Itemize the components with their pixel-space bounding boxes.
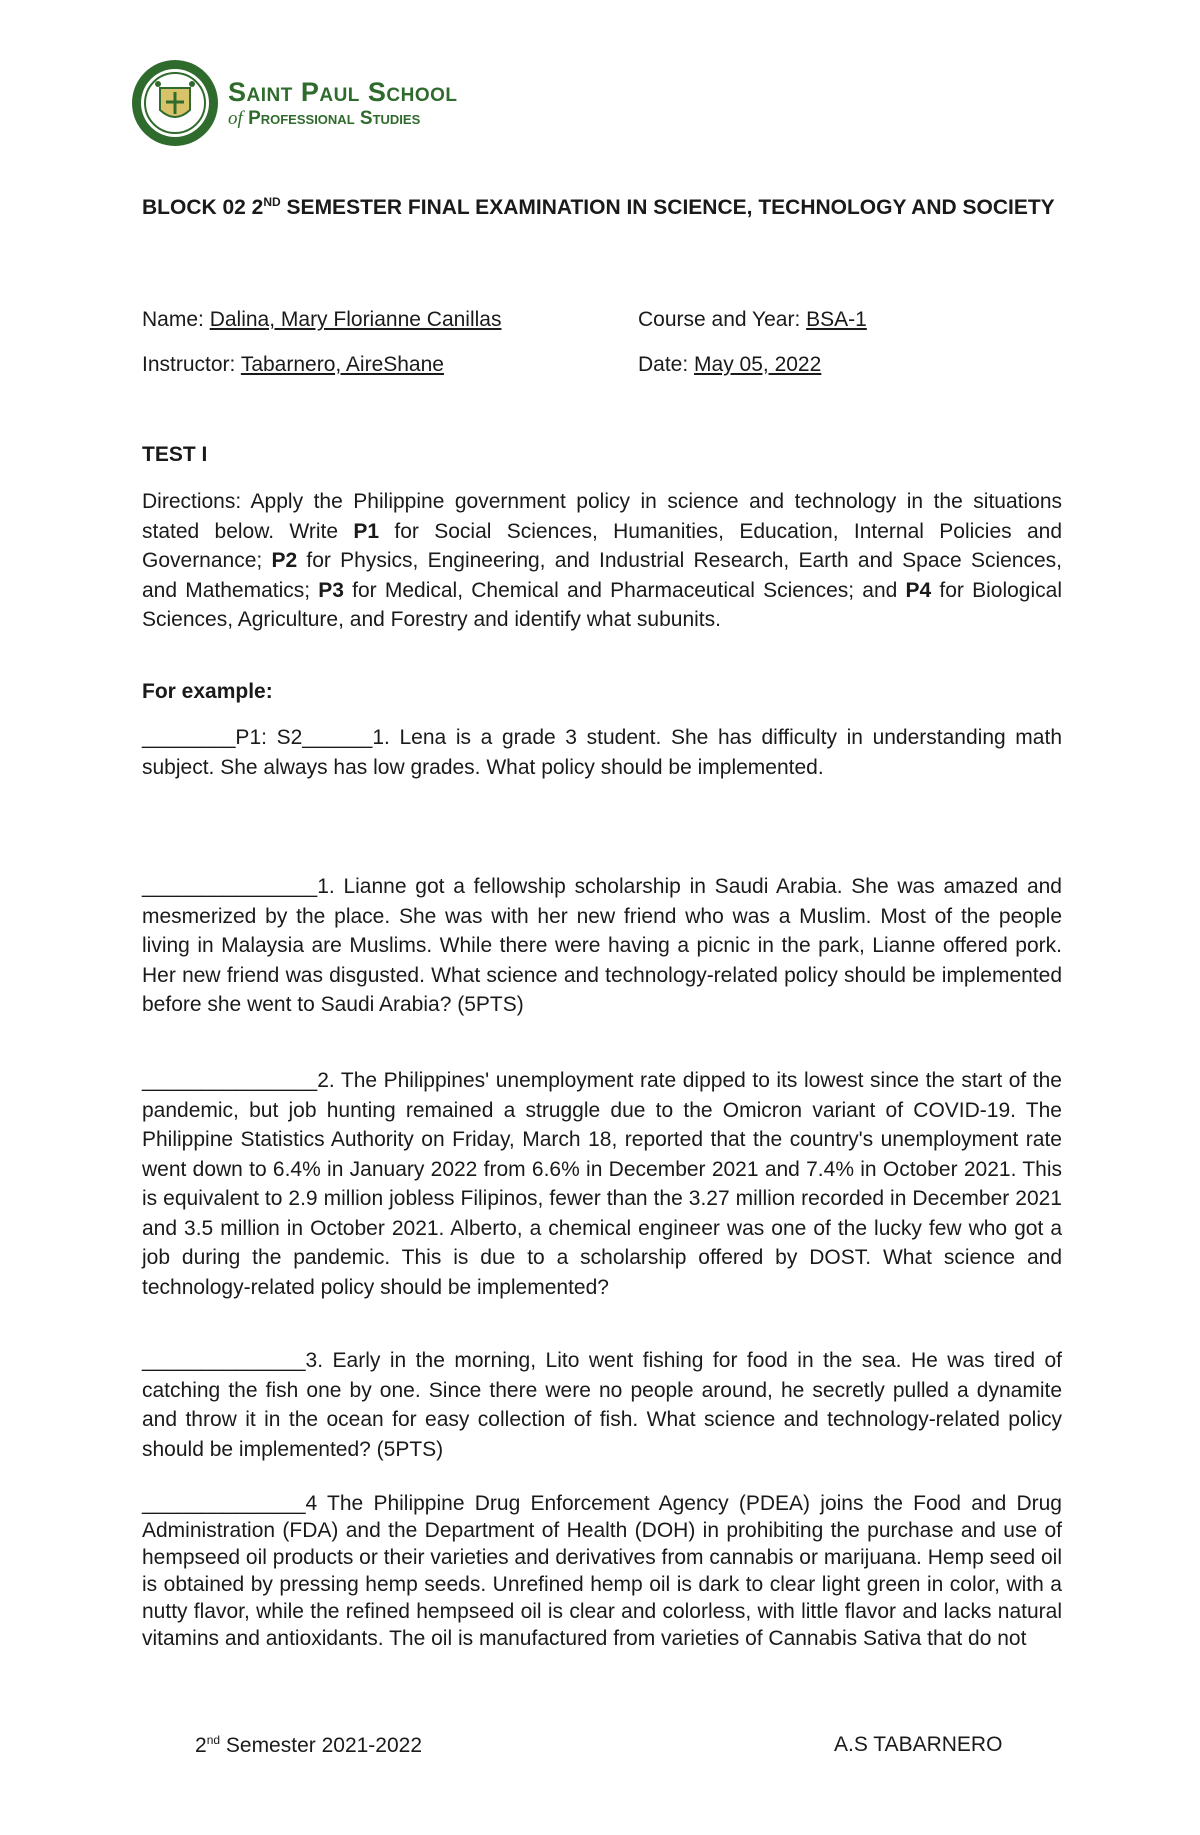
school-logo [130,58,458,148]
footer-author: A.S TABARNERO [834,1733,1003,1756]
school-name-line2: Professional Studies [248,107,421,129]
example-question: ________P1: S2______1. Lena is a grade 3 student. She has difficulty in understanding math subject. She always has low grades. What policy should be implemented. [142,726,1062,779]
question-4: ______________4 The Philippine Drug Enforcement Agency (PDEA) joins the Food and Drug Administration (FDA) and the Department of Health (DOH) in prohibiting the purchase and use of hempseed oil products or their varieties and derivatives from cannabis or marijuana. Hemp seed oil is obtained by pressing hemp seeds. Unrefined hemp oil is dark to clear light green in color, with a nutty flavor, while the refined hempseed oil is clear and colorless, with little flavor and lacks natural vitamins and antioxidants. The oil is manufactured from varieties of Cannabis Sativa that do not [142,1492,1062,1650]
school-seal-icon [130,58,220,148]
name-value: Dalina, Mary Florianne Canillas [209,308,502,331]
question-2: _______________2. The Philippines' unemployment rate dipped to its lowest since the start of the pandemic, but job hunting remained a struggle due to the Omicron variant of COVID-19. The Philippine Statistics Authority on Friday, March 18, reported that the country's unemployment rate went down to 6.4% in January 2022 from 6.6% in December 2021 and 7.4% in October 2021. This is equivalent to 2.9 million jobless Filipinos, fewer than the 3.27 million recorded in December 2021 and 3.5 million in October 2021. Alberto, a chemical engineer was one of the lucky few who got a job during the pandemic. This is due to a scholarship offered by DOST. What science and technology-related policy should be implemented? [142,1069,1062,1299]
test-heading: TEST I [142,443,208,466]
question-1: _______________1. Lianne got a fellowship scholarship in Saudi Arabia. She was amazed and mesmerized by the place. She was with her new friend who was a Muslim. Most of the people living in Malaysia are Muslims. While there were having a picnic in the park, Lianne offered pork. Her new friend was disgusted. What science and technology-related policy should be implemented before she went to Saudi Arabia? (5PTS) [142,875,1062,1016]
course-value: BSA-1 [806,308,867,331]
instructor-field: Instructor: Tabarnero, AireShane [142,353,444,376]
example-label: For example: [142,680,273,703]
instructor-value: Tabarnero, AireShane [240,353,444,376]
course-field: Course and Year: BSA-1 [638,308,867,331]
directions: Directions: Apply the Philippine government policy in science and technology in the situations stated below. Write P1 for Social Sciences, Humanities, Education, Internal Policies and Governance; P2 for Physics, Engineering, and Industrial Research, Earth and Space Sciences, and Mathematics; P3 for Medical, Chemical and Pharmaceutical Sciences; and P4 for Biological Sciences, Agriculture, and Forestry and identify what subunits. [142,490,1062,631]
question-3: ______________3. Early in the morning, Lito went fishing for food in the sea. He was tired of catching the fish one by one. Since there were no people around, he secretly pulled a dynamite and throw it in the ocean for easy collection of fish. What science and technology-related policy should be implemented? (5PTS) [142,1349,1062,1461]
school-name: Saint Paul School [228,76,458,107]
footer-semester: 2nd Semester 2021-2022 [195,1733,423,1757]
school-name-of: of [228,107,243,129]
date-field: Date: May 05, 2022 [638,353,822,376]
name-field: Name: Dalina, Mary Florianne Canillas [142,308,502,331]
date-value: May 05, 2022 [694,353,822,376]
exam-title: BLOCK 02 2ND SEMESTER FINAL EXAMINATION IN SCIENCE, TECHNOLOGY AND SOCIETY [142,195,1055,219]
